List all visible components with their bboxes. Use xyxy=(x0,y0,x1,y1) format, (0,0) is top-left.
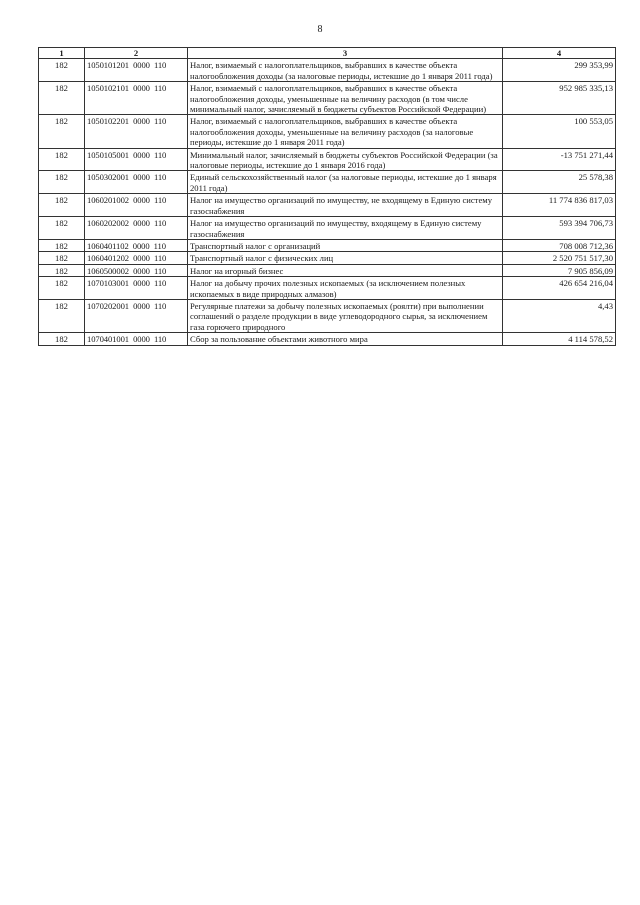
amount-cell: 25 578,38 xyxy=(503,171,616,194)
revenue-code-cell: 1070103001 0000 110 xyxy=(85,277,188,300)
admin-code-cell: 182 xyxy=(39,239,85,251)
amount-cell: 299 353,99 xyxy=(503,59,616,82)
table-header-row xyxy=(39,48,616,59)
admin-code-cell: 182 xyxy=(39,299,85,332)
amount-cell: 2 520 751 517,30 xyxy=(503,252,616,264)
table-row xyxy=(39,171,616,194)
revenue-code-cell: 1050302001 0000 110 xyxy=(85,171,188,194)
revenue-name-cell: Транспортный налог с организаций xyxy=(188,239,503,251)
amount-cell: 4,43 xyxy=(503,299,616,332)
admin-code-cell: 182 xyxy=(39,171,85,194)
revenue-code-cell: 1060202002 0000 110 xyxy=(85,217,188,240)
admin-code-cell: 182 xyxy=(39,277,85,300)
amount-cell: 593 394 706,73 xyxy=(503,217,616,240)
page-number: 8 xyxy=(317,24,323,35)
revenue-code-cell: 1060500002 0000 110 xyxy=(85,264,188,276)
revenue-code-cell: 1050101201 0000 110 xyxy=(85,59,188,82)
revenue-name-cell: Налог, взимаемый с налогоплательщиков, выбравших в качестве объекта налогообложения доходы, уменьшенные на величину расходов (в том числе минимальный налог, зачисляемый в бюджеты субъектов Российской Федерации) xyxy=(188,82,503,115)
column-header-3: 3 xyxy=(188,48,503,59)
amount-cell: 4 114 578,52 xyxy=(503,333,616,345)
revenue-name-cell: Единый сельскохозяйственный налог (за налоговые периоды, истекшие до 1 января 2011 года) xyxy=(188,171,503,194)
revenue-name-cell: Минимальный налог, зачисляемый в бюджеты субъектов Российской Федерации (за налоговые периоды, истекшие до 1 января 2016 года) xyxy=(188,148,503,171)
table-row xyxy=(39,264,616,276)
admin-code-cell: 182 xyxy=(39,252,85,264)
revenue-table xyxy=(38,47,616,346)
revenue-code-cell: 1060201002 0000 110 xyxy=(85,194,188,217)
table-row xyxy=(39,239,616,251)
amount-cell: 7 905 856,09 xyxy=(503,264,616,276)
revenue-code-cell: 1050102201 0000 110 xyxy=(85,115,188,148)
amount-cell: 11 774 836 817,03 xyxy=(503,194,616,217)
revenue-code-cell: 1060401202 0000 110 xyxy=(85,252,188,264)
table-row xyxy=(39,148,616,171)
admin-code-cell: 182 xyxy=(39,59,85,82)
admin-code-cell: 182 xyxy=(39,333,85,345)
column-header-4: 4 xyxy=(503,48,616,59)
table-row xyxy=(39,194,616,217)
revenue-name-cell: Налог на имущество организаций по имуществу, входящему в Единую систему газоснабжения xyxy=(188,217,503,240)
table-row xyxy=(39,59,616,82)
revenue-name-cell: Сбор за пользование объектами животного мира xyxy=(188,333,503,345)
amount-cell: 100 553,05 xyxy=(503,115,616,148)
amount-cell: 952 985 335,13 xyxy=(503,82,616,115)
column-header-1: 1 xyxy=(39,48,85,59)
admin-code-cell: 182 xyxy=(39,148,85,171)
admin-code-cell: 182 xyxy=(39,194,85,217)
table-row xyxy=(39,82,616,115)
admin-code-cell: 182 xyxy=(39,82,85,115)
admin-code-cell: 182 xyxy=(39,264,85,276)
admin-code-cell: 182 xyxy=(39,115,85,148)
revenue-code-cell: 1050105001 0000 110 xyxy=(85,148,188,171)
revenue-code-cell: 1050102101 0000 110 xyxy=(85,82,188,115)
amount-cell: 426 654 216,04 xyxy=(503,277,616,300)
revenue-code-cell: 1070401001 0000 110 xyxy=(85,333,188,345)
revenue-name-cell: Налог на добычу прочих полезных ископаемых (за исключением полезных ископаемых в виде природных алмазов) xyxy=(188,277,503,300)
revenue-name-cell: Налог на имущество организаций по имуществу, не входящему в Единую систему газоснабжения xyxy=(188,194,503,217)
amount-cell: 708 008 712,36 xyxy=(503,239,616,251)
admin-code-cell: 182 xyxy=(39,217,85,240)
revenue-name-cell: Регулярные платежи за добычу полезных ископаемых (роялти) при выполнении соглашений о разделе продукции в виде углеводородного сырья, за исключением газа горючего природного xyxy=(188,299,503,332)
table-row xyxy=(39,115,616,148)
table-row xyxy=(39,299,616,332)
table-row xyxy=(39,217,616,240)
table-row xyxy=(39,333,616,345)
revenue-name-cell: Налог на игорный бизнес xyxy=(188,264,503,276)
revenue-name-cell: Налог, взимаемый с налогоплательщиков, выбравших в качестве объекта налогообложения доходы, уменьшенные на величину расходов (за налоговые периоды, истекшие до 1 января 2011 года) xyxy=(188,115,503,148)
revenue-name-cell: Транспортный налог с физических лиц xyxy=(188,252,503,264)
revenue-code-cell: 1070202001 0000 110 xyxy=(85,299,188,332)
amount-cell: -13 751 271,44 xyxy=(503,148,616,171)
column-header-2: 2 xyxy=(85,48,188,59)
table-row xyxy=(39,252,616,264)
revenue-name-cell: Налог, взимаемый с налогоплательщиков, выбравших в качестве объекта налогообложения доходы (за налоговые периоды, истекшие до 1 января 2011 года) xyxy=(188,59,503,82)
revenue-code-cell: 1060401102 0000 110 xyxy=(85,239,188,251)
table-row xyxy=(39,277,616,300)
